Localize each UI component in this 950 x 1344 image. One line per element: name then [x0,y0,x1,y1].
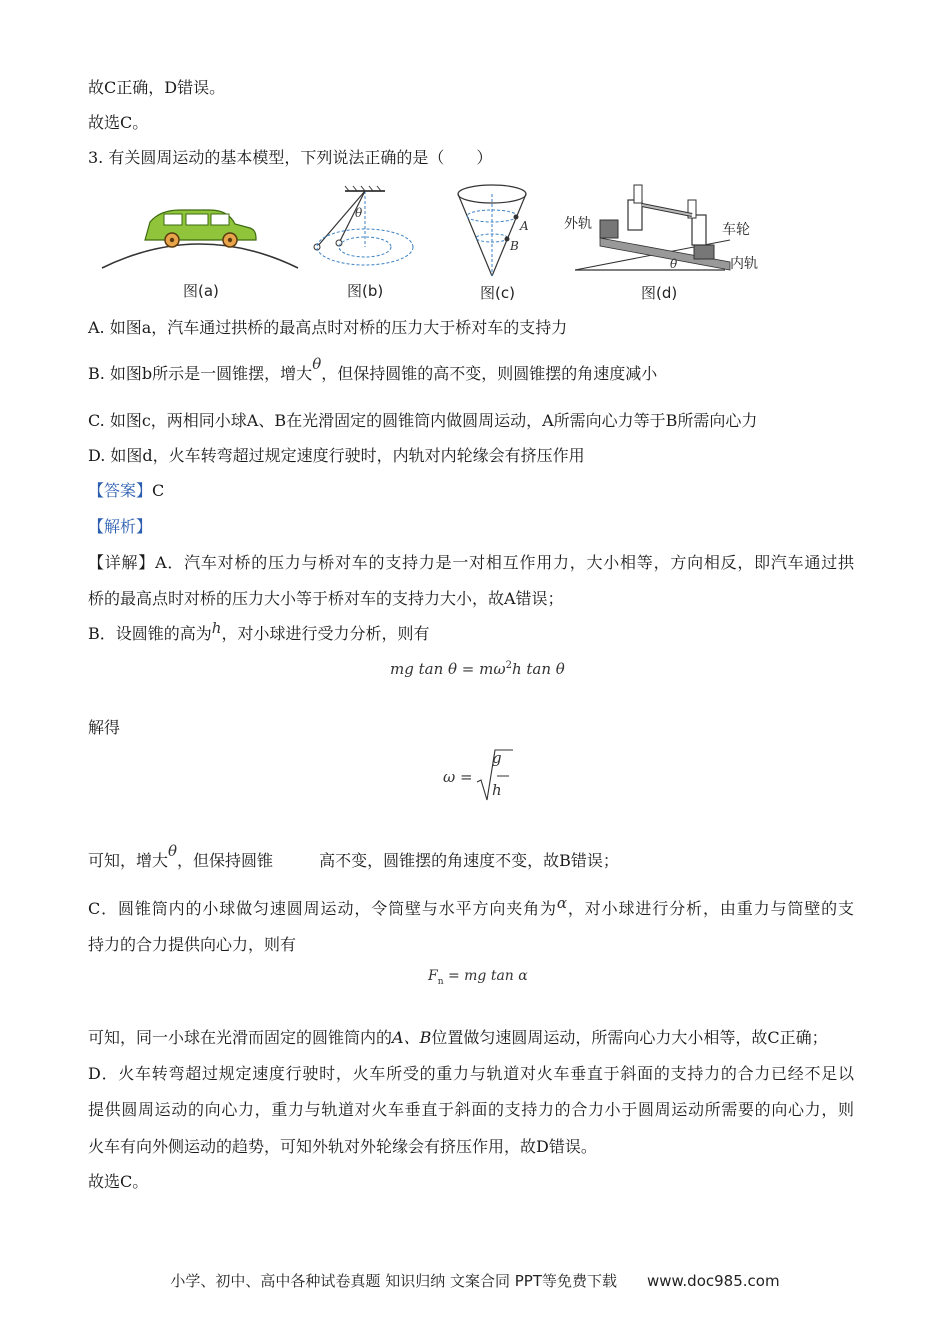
figure-d-outer-rail: 外轨 [564,216,592,232]
footer: 小学、初中、高中各种试卷真题 知识归纳 文案合同 PPT等免费下载 www.doc985.com [170,1272,780,1290]
analysis-tag: 【解析】 [88,517,153,536]
figure-b [305,185,425,275]
formula-2-num: g [492,749,502,767]
caption-figure-d: 图(d) [641,284,678,302]
detail-d-line1: D．火车转弯超过规定速度行驶时，火车所受的重力与轨道对火车垂直于斜面的支持力的合力已经不足以 [88,1064,854,1083]
detail-d-line3: 火车有向外侧运动的趋势，可知外轨对外轮缘会有挤压作用，故D错误。 [88,1137,597,1156]
answer-value: C [152,481,165,500]
caption-figure-c: 图(c) [480,284,515,302]
figure-a [100,200,300,275]
figure-c [450,180,540,280]
formula-1: mg $\tan \theta = m\omega^2h$ tan θ [390,660,565,678]
formula-3: $F_n$ = mg tan α [428,968,528,987]
figure-d-inner-rail: 内轨 [730,256,758,272]
figure-c-label-a: A [520,219,529,233]
option-a: A. 如图a，汽车通过拱桥的最高点时对桥的压力大于桥对车的支持力 [88,318,568,337]
figure-d [560,180,770,275]
caption-figure-b: 图(b) [347,282,384,300]
detail-c-line1: C．圆锥筒内的小球做匀速圆周运动，令筒壁与水平方向夹角为α，对小球进行分析，由重力与筒壁的支 [88,894,854,918]
detail-c-line3: 可知，同一小球在光滑而固定的圆锥筒内的A、B位置做匀速圆周运动，所需向心力大小相等，故C正确； [88,1028,828,1047]
caption-figure-a: 图(a) [183,282,219,300]
detail-b-line1: B．设圆锥的高为h，对小球进行受力分析，则有 [88,619,430,643]
symbol-theta: θ [312,355,322,373]
formula-2-left: ω = [443,768,473,786]
answer [88,481,164,501]
text-line-1: 故C正确，D错误。 [88,78,226,97]
figure-c-label-b: B [510,239,519,253]
detail-b-line3: 可知，增大θ，但保持圆锥 高不变，圆锥摆的角速度不变，故B错误； [88,842,619,870]
detail-c-line2: 持力的合力提供向心力，则有 [88,935,297,954]
symbol-h: h [211,619,222,637]
formula-2-den: h [492,781,502,799]
text-line-2: 故选C。 [88,113,149,132]
conclusion: 故选C。 [88,1172,149,1191]
detail-a-line1: 【详解】A．汽车对桥的压力与桥对车的支持力是一对相互作用力，大小相等，方向相反，即汽车通过拱 [88,553,854,572]
option-d: D. 如图d，火车转弯超过规定速度行驶时，内轨对内轮缘会有挤压作用 [88,446,585,465]
figure-b-theta: θ [355,206,363,220]
question-title: 3. 有关圆周运动的基本模型，下列说法正确的是（ ） [88,148,493,167]
option-c: C. 如图c，两相同小球A、B在光滑固定的圆锥筒内做圆周运动，A所需向心力等于B所需向心力 [88,411,758,430]
detail-a-line2: 桥的最高点时对桥的压力大小等于桥对车的支持力大小，故A错误； [88,589,564,608]
option-b: B. 如图b所示是一圆锥摆，增大θ，但保持圆锥的高不变，则圆锥摆的角速度减小 [88,355,658,383]
answer-tag: 【答案】 [88,481,153,500]
figure-d-wheel: 车轮 [722,222,750,238]
detail-d-line2: 提供圆周运动的向心力，重力与轨道对火车垂直于斜面的支持力的合力小于圆周运动所需要的向心力，则 [88,1100,854,1119]
solve-text: 解得 [88,718,121,737]
detail-tag: 【详解】 [88,553,156,572]
figure-d-theta: θ [670,257,678,271]
